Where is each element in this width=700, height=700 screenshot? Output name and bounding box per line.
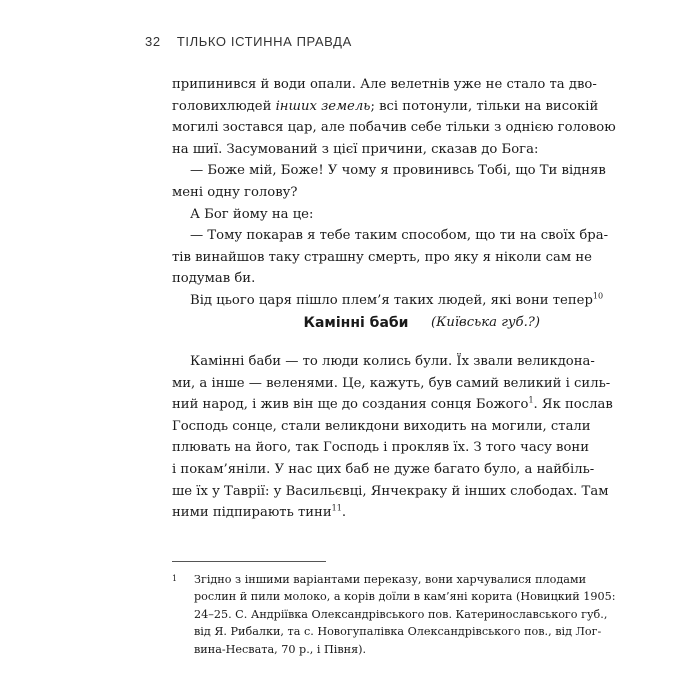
- section-title: Камінні баби: [303, 315, 409, 331]
- footnote-line: від Я. Рибалки, та с. Новогупалівка Олександрівського пов., від Лог-: [194, 625, 602, 639]
- narration-line: А Бог йому на це:: [190, 206, 314, 222]
- text-line: [172, 394, 613, 416]
- dialog-line: подумав би.: [172, 271, 256, 287]
- text-line: на шиї. Засумований з цієї причини, сказав до Бога:: [172, 141, 539, 157]
- dialog-line: — Тому покарав я тебе таким способом, що ти на своїх бра-: [190, 228, 609, 244]
- section-2-text: [172, 351, 613, 524]
- footnote: [172, 571, 616, 658]
- source-note: (Київська губ.?): [430, 314, 540, 330]
- footnote-ref: 10: [592, 291, 604, 301]
- text-line: Господь сонце, стали великдони виходить на могили, стали: [172, 418, 591, 434]
- footnote-ref: 11: [331, 503, 342, 513]
- text-span: ; всі потонули, тільки на високій: [370, 98, 599, 114]
- italic-phrase: інших земель: [275, 98, 371, 114]
- text-line: припинився й води опали. Але велетнів уже не стало та дво-: [172, 77, 597, 92]
- footnote-divider: [172, 561, 326, 562]
- footnote-number: 1: [172, 574, 178, 583]
- footnote-line: 24–25. С. Андріївка Олександрівського пов. Катеринославського губ.,: [194, 607, 608, 621]
- dialog-line: мені одну голову?: [172, 184, 298, 200]
- running-header: [145, 34, 352, 49]
- running-title: ТІЛЬКО ІСТИННА ПРАВДА: [176, 34, 352, 49]
- text-span: . Як послав: [533, 397, 613, 413]
- text-line: [172, 290, 604, 312]
- text-span: Від цього царя пішло плем’я таких людей, які вони тепер: [190, 292, 593, 308]
- text-span: ними підпирають тини: [172, 505, 332, 521]
- text-line: [172, 502, 540, 524]
- text-line: ми, а інше — веленями. Це, кажуть, був самий великий і силь-: [172, 375, 611, 391]
- text-line: і покам’яніли. У нас цих баб не дуже багато було, а найбіль-: [172, 461, 595, 477]
- section-1-text: [172, 74, 616, 333]
- footnote-ref: 1: [528, 395, 534, 405]
- text-line: плювать на його, так Господь і прокляв їх. З того часу вони: [172, 440, 589, 456]
- text-span: ний народ, і жив він ще до создания сонця Божого: [172, 397, 529, 413]
- dialog-line: — Боже мій, Боже! У чому я провинивсь Тобі, що Ти відняв: [190, 163, 606, 179]
- text-line: [172, 96, 599, 118]
- dialog-line: тів винайшов таку страшну смерть, про яку я ніколи сам не: [172, 249, 592, 265]
- footnote-line: вина-Несвата, 70 р., і Півня).: [194, 642, 367, 656]
- text-line: ше їх у Таврії: у Васильєвці, Янчекраку й інших слободах. Там: [172, 483, 609, 499]
- text-span: головихлюдей: [172, 98, 276, 114]
- footnote-line: Згідно з іншими варіантами переказу, вони харчувалися плодами: [194, 573, 587, 586]
- text-line: Камінні баби — то люди колись були. Їх звали великдона-: [190, 354, 595, 369]
- page-number: 32: [145, 34, 161, 49]
- text-span: .: [341, 505, 347, 521]
- footnote-text: [194, 571, 616, 658]
- text-line: могилі зостався цар, але побачив себе тільки з однією головою: [172, 120, 616, 136]
- footnote-line: рослин й пили молоко, а корів доїли в кам’яні корита (Новицкий 1905:: [194, 590, 616, 604]
